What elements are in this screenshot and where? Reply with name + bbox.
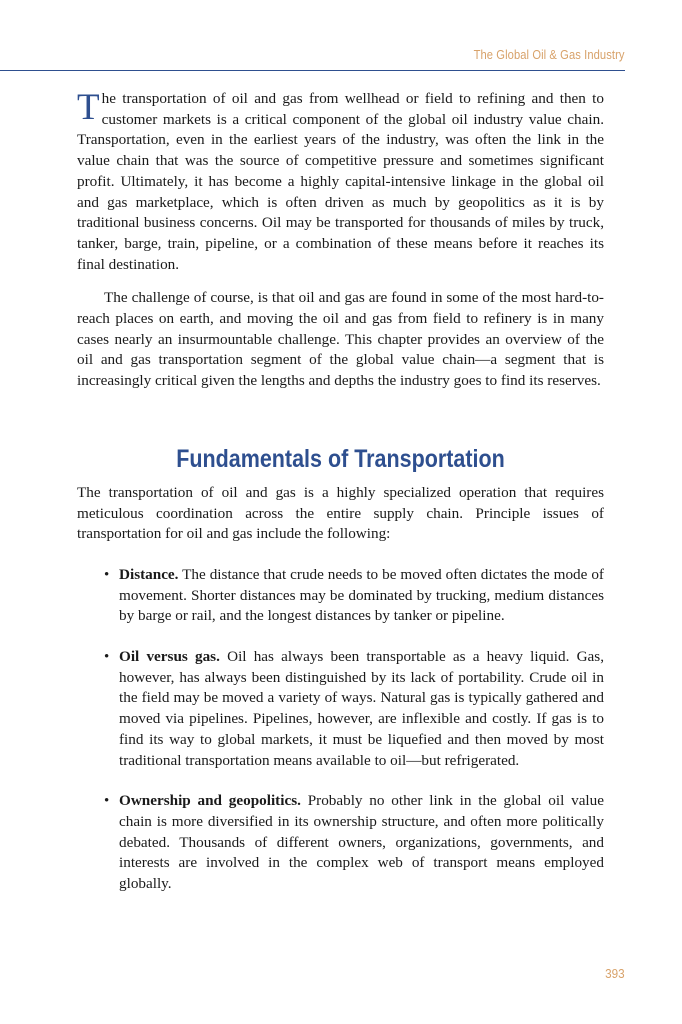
- intro-paragraph-1: [77, 89, 604, 275]
- intro-paragraph-2: The challenge of course, is that oil and gas are found in some of the most hard-to-reach places on earth, and moving the oil and gas from field to refinery is in many cases nearly an insurmountable challenge. This chapter provides an overview of the oil and gas transportation segment of the global value chain—a segment that is increasingly critical given the lengths and depths the industry goes to find its reserves.: [77, 289, 604, 390]
- list-item-text: The distance that crude needs to be moved often dictates the mode of movement. Shorter distances may be dominated by trucking, medium distances by barge or rail, and the longest distances by tanker or pipeline.: [119, 565, 604, 625]
- intro-paragraph-1-text: he transportation of oil and gas from wellhead or field to refining and then to customer markets is a critical component of the global oil industry value chain. Transportation, even in the earliest years of the industry, was often the link in the value chain that was the source of competitive pressure and sometimes significant profit. Ultimately, it has become a highly capital-intensive linkage in the global oil and gas marketplace, which is often driven as much by geopolitics as it is by traditional business concerns. Oil may be transported for thousands of miles by truck, tanker, barge, train, pipeline, or a combination of these means before it reaches its final destination.: [77, 90, 604, 273]
- section-heading: Fundamentals of Transportation: [176, 444, 505, 473]
- drop-cap: T: [77, 87, 100, 128]
- bullet-icon: •: [104, 566, 110, 583]
- list-item-text: Probably no other link in the global oil value chain is more diversified in its ownership structure, and often more politically debated. Thousands of different owners, organizations, governments, and interests are involved in the complex web of transport means employed globally.: [119, 792, 604, 893]
- bullet-icon: •: [104, 649, 110, 666]
- list-item: [77, 565, 604, 627]
- list-item: [77, 647, 604, 771]
- section-lead-paragraph: The transportation of oil and gas is a highly specialized operation that requires meticulous coordination across the entire supply chain. Principle issues of transportation for oil and gas include the following:: [77, 483, 604, 543]
- header-rule: [0, 70, 625, 71]
- running-head: The Global Oil & Gas Industry: [473, 47, 625, 62]
- bullet-list: [77, 565, 604, 895]
- list-item-term: Ownership and geopolitics.: [119, 792, 301, 810]
- list-item-term: Oil versus gas.: [119, 648, 220, 666]
- bullet-icon: •: [104, 793, 110, 810]
- page-body: [77, 89, 604, 915]
- page-number: 393: [605, 966, 625, 981]
- list-item-term: Distance.: [119, 565, 179, 583]
- list-item: [77, 791, 604, 895]
- list-item-text: Oil has always been transportable as a heavy liquid. Gas, however, has always been distinguished by its lack of portability. Crude oil in the field may be moved a variety of ways. Natural gas is typically gathered and moved via pipelines. Pipelines, however, are inflexible and costly. If gas is to find its way to global markets, it must be liquefied and then moved by most traditional transportation means available to oil—but refrigerated.: [119, 648, 604, 769]
